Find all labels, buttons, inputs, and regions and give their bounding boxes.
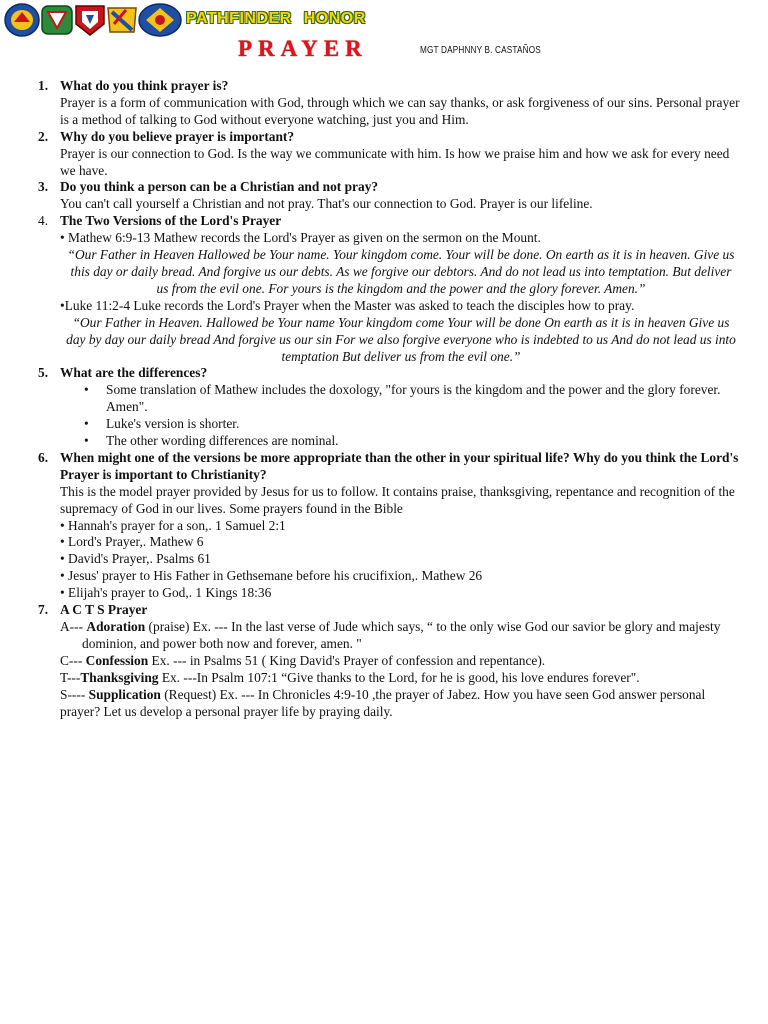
- acts-prefix: A---: [60, 619, 87, 634]
- list-item: • Luke's version is shorter.: [106, 416, 742, 433]
- answer-text: You can't call yourself a Christian and not pray. That's our connection to God. Prayer is our lifeline.: [60, 196, 593, 212]
- item-number: 7.: [38, 602, 49, 618]
- list-item: • Some translation of Mathew includes the doxology, "for yours is the kingdom and the power and the glory forever. Amen".: [106, 382, 742, 416]
- question-text: The Two Versions of the Lord's Prayer: [60, 213, 282, 229]
- question-item-7: [38, 602, 742, 720]
- list-item: • Jesus' prayer to His Father in Gethsemane before his crucifixion,. Mathew 26: [60, 568, 483, 584]
- header-logos: [4, 2, 184, 38]
- pathfinder-logo: [76, 6, 104, 35]
- item-number: 2.: [38, 128, 49, 144]
- question-item-5: [38, 365, 742, 450]
- acts-thanksgiving: [60, 670, 742, 687]
- mathew-reference: • Mathew 6:9-13 Mathew records the Lord's Prayer as given on the sermon on the Mount.: [60, 230, 541, 246]
- pathfinder-honor-heading: [186, 10, 366, 28]
- item-number: 5.: [38, 365, 49, 381]
- question-text: What are the differences?: [60, 365, 208, 381]
- acts-text: Ex. --- in Psalms 51 ( King David's Prayer of confession and repentance).: [148, 652, 546, 668]
- acts-word: Supplication: [88, 686, 161, 702]
- question-text: A C T S Prayer: [60, 602, 148, 618]
- acts-word: Adoration: [86, 619, 146, 634]
- item-number: 1.: [38, 78, 49, 93]
- document-body: [38, 78, 742, 720]
- list-item: • Elijah's prayer to God,. 1 Kings 18:36: [60, 585, 272, 601]
- master-guide-logo: [108, 8, 136, 32]
- item-number: 4.: [38, 213, 49, 229]
- acts-text: (Request) Ex. --- In Chronicles 4:9-10 ,the prayer of Jabez. How you have seen God answer personal prayer? Let us develop a personal prayer life by praying daily.: [60, 686, 706, 719]
- question-text: When might one of the versions be more appropriate than the other in your spiritual life? Why do you think the Lord's Prayer is important to Christianity?: [60, 449, 739, 482]
- question-text: Why do you believe prayer is important?: [60, 128, 295, 144]
- item-number: 6.: [38, 449, 49, 465]
- brand-word-pathfinder: PATHFINDER: [186, 10, 292, 27]
- question-item-1: [38, 78, 742, 129]
- acts-word: Thanksgiving: [80, 669, 159, 685]
- adventurer-logo: [42, 6, 72, 34]
- acts-confession: [60, 653, 742, 670]
- list-item: • Lord's Prayer,. Mathew 6: [60, 534, 204, 550]
- answer-text: Prayer is our connection to God. Is the way we communicate with him. Is how we praise him and how we ask for every need we have.: [60, 145, 730, 178]
- acts-prefix: S----: [60, 686, 89, 702]
- answer-text: This is the model prayer provided by Jesus for us to follow. It contains praise, thanksgiving, repentance and recognition of the supremacy of God in our lives. Some prayers found in the Bible: [60, 483, 735, 516]
- item-number: 3.: [38, 179, 49, 195]
- pathfinder-emblem: [139, 4, 181, 36]
- adventist-youth-logo: [5, 4, 39, 36]
- question-item-2: [38, 129, 742, 180]
- question-item-4: [38, 213, 742, 365]
- acts-text: Ex. ---In Psalm 107:1 “Give thanks to the Lord, for he is good, his love endures forever".: [158, 669, 640, 685]
- acts-word: Confession: [85, 652, 149, 668]
- question-text: What do you think prayer is?: [60, 78, 229, 93]
- answer-text: Prayer is a form of communication with God, through which we can say thanks, or ask forgiveness of our sins. Personal prayer is a method of talking to God without everyone watching, just you and Him.: [60, 94, 740, 127]
- question-item-6: [38, 450, 742, 602]
- luke-prayer-quote: “Our Father in Heaven. Hallowed be Your name Your kingdom come Your will be done On earth as it is in heaven Give us day by day our daily bread And forgive us our sin For we also forgive everyone who is indebted to us And do not lead us into temptation But deliver us from the evil one.”: [66, 314, 736, 364]
- acts-adoration: [60, 619, 742, 653]
- brand-word-honor: HONOR: [303, 10, 366, 27]
- luke-reference: •Luke 11:2-4 Luke records the Lord's Prayer when the Master was asked to teach the disciples how to pray.: [60, 297, 635, 313]
- acts-prefix: T---: [60, 669, 81, 685]
- acts-text: (praise) Ex. --- In the last verse of Jude which says, “ to the only wise God our savior be glory and majesty dominion, and power both now and forever, amen. ": [82, 619, 721, 651]
- acts-supplication: [60, 687, 742, 721]
- author-name: MGT DAPHNNY B. CASTAÑOS: [420, 45, 541, 56]
- acts-prefix: C---: [60, 652, 86, 668]
- list-item: • David's Prayer,. Psalms 61: [60, 551, 211, 567]
- list-item: • Hannah's prayer for a son,. 1 Samuel 2:1: [60, 517, 286, 533]
- question-text: Do you think a person can be a Christian and not pray?: [60, 179, 379, 195]
- differences-list: [60, 382, 742, 450]
- page-title: PRAYER: [238, 36, 368, 61]
- list-item: • The other wording differences are nominal.: [106, 433, 742, 450]
- mathew-prayer-quote: “Our Father in Heaven Hallowed be Your name. Your kingdom come. Your will be done. On earth as it is in heaven. Give us this day or daily bread. And forgive us our debts. As we forgive our debtors. And do not lead us into temptation. But deliver us from the evil one. For yours is the kingdom and the power and the glory forever. Amen.”: [67, 247, 735, 296]
- question-item-3: [38, 179, 742, 213]
